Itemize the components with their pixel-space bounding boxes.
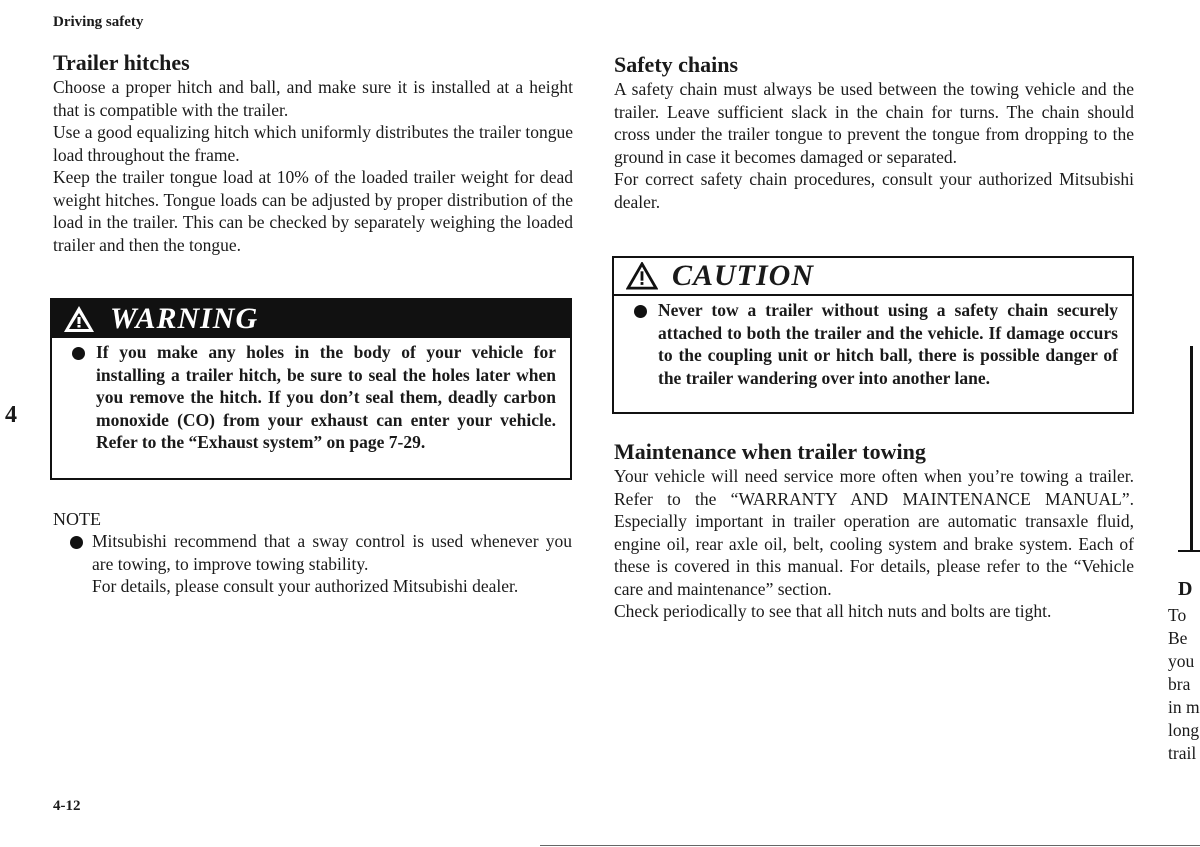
paragraph: A safety chain must always be used between the towing vehicle and the trailer. Leave sufficient slack in the chain for turns. The chain should cross under the trailer tongue to prevent the tongue from dropping to the ground in case it becomes damaged or separated. [614, 79, 1134, 167]
note-text: Mitsubishi recommend that a sway control is used whenever you are towing, to improve towing stability. [92, 531, 572, 574]
caution-header [614, 258, 1132, 296]
section-title: Safety chains [614, 52, 739, 77]
paragraph: For correct safety chain procedures, consult your authorized Mitsubishi dealer. [614, 169, 1134, 212]
warning-body [52, 338, 570, 454]
caution-body [614, 296, 1132, 389]
running-head: Driving safety [53, 14, 144, 30]
bullet-icon [70, 536, 83, 549]
next-page-heading-fragment: D [1178, 578, 1193, 600]
warning-triangle-icon [62, 304, 96, 334]
caution-box [612, 256, 1134, 414]
warning-text: If you make any holes in the body of your vehicle for installing a trailer hitch, be sure to seal the holes later when you remove the hitch. If you don’t seal them, deadly carbon monoxide (CO) from your exhaust can enter your vehicle. Refer to the “Exhaust system” on page 7-29. [96, 342, 556, 452]
chapter-tab: 4 [5, 402, 17, 428]
next-page-text-fragment: you [1168, 651, 1195, 671]
section-title: Maintenance when trailer towing [614, 439, 926, 464]
maintenance-section [614, 439, 1134, 623]
warning-triangle-icon [626, 262, 658, 290]
caution-text: Never tow a trailer without using a safety chain securely attached to both the trailer and the vehicle. If damage occurs to the coupling unit or hitch ball, there is possible danger of the trailer wandering over into another lane. [658, 300, 1118, 388]
section-title: Trailer hitches [53, 50, 190, 75]
trailer-hitches-section [53, 50, 573, 256]
bullet-icon [72, 347, 85, 360]
caution-title: CAUTION [672, 259, 815, 292]
paragraph: Check periodically to see that all hitch nuts and bolts are tight. [614, 601, 1052, 621]
paragraph: Your vehicle will need service more often when you’re towing a trailer. Refer to the “WARRANTY AND MAINTENANCE MANUAL”. Especially important in trailer operation are automatic transaxle fluid, engine oil, rear axle oil, belt, cooling system and brake system. Each of these is covered in this manual. For details, please refer to the “Vehicle care and maintenance” section. [614, 466, 1134, 599]
paragraph: Keep the trailer tongue load at 10% of the loaded trailer weight for dead weight hitches. Tongue loads can be adjusted by proper distribution of the load in the trailer. This can be checked by separately weighing the loaded trailer and then the tongue. [53, 167, 573, 255]
note-body [92, 530, 572, 598]
bullet-icon [634, 305, 647, 318]
next-page-box-edge [1178, 550, 1200, 552]
next-page-text-fragment: in m [1168, 697, 1200, 717]
page-number: 4-12 [53, 798, 81, 814]
next-page-text-fragment: trail [1168, 743, 1197, 763]
next-page-text-fragment: To [1168, 605, 1187, 625]
note-label: NOTE [53, 509, 101, 529]
next-page-text-fragment: long [1168, 720, 1200, 740]
safety-chains-section [614, 52, 1134, 213]
next-page-box-edge [1190, 346, 1193, 552]
warning-header [52, 300, 570, 338]
note-text: For details, please consult your authorized Mitsubishi dealer. [92, 576, 519, 596]
scan-edge-line [540, 845, 1200, 846]
paragraph: Use a good equalizing hitch which uniformly distributes the trailer tongue load throughout the frame. [53, 122, 573, 165]
next-page-text-fragment: bra [1168, 674, 1191, 694]
next-page-text-fragment: Be [1168, 628, 1188, 648]
paragraph: Choose a proper hitch and ball, and make sure it is installed at a height that is compatible with the trailer. [53, 77, 573, 120]
warning-title: WARNING [110, 302, 259, 335]
warning-box [50, 298, 572, 480]
